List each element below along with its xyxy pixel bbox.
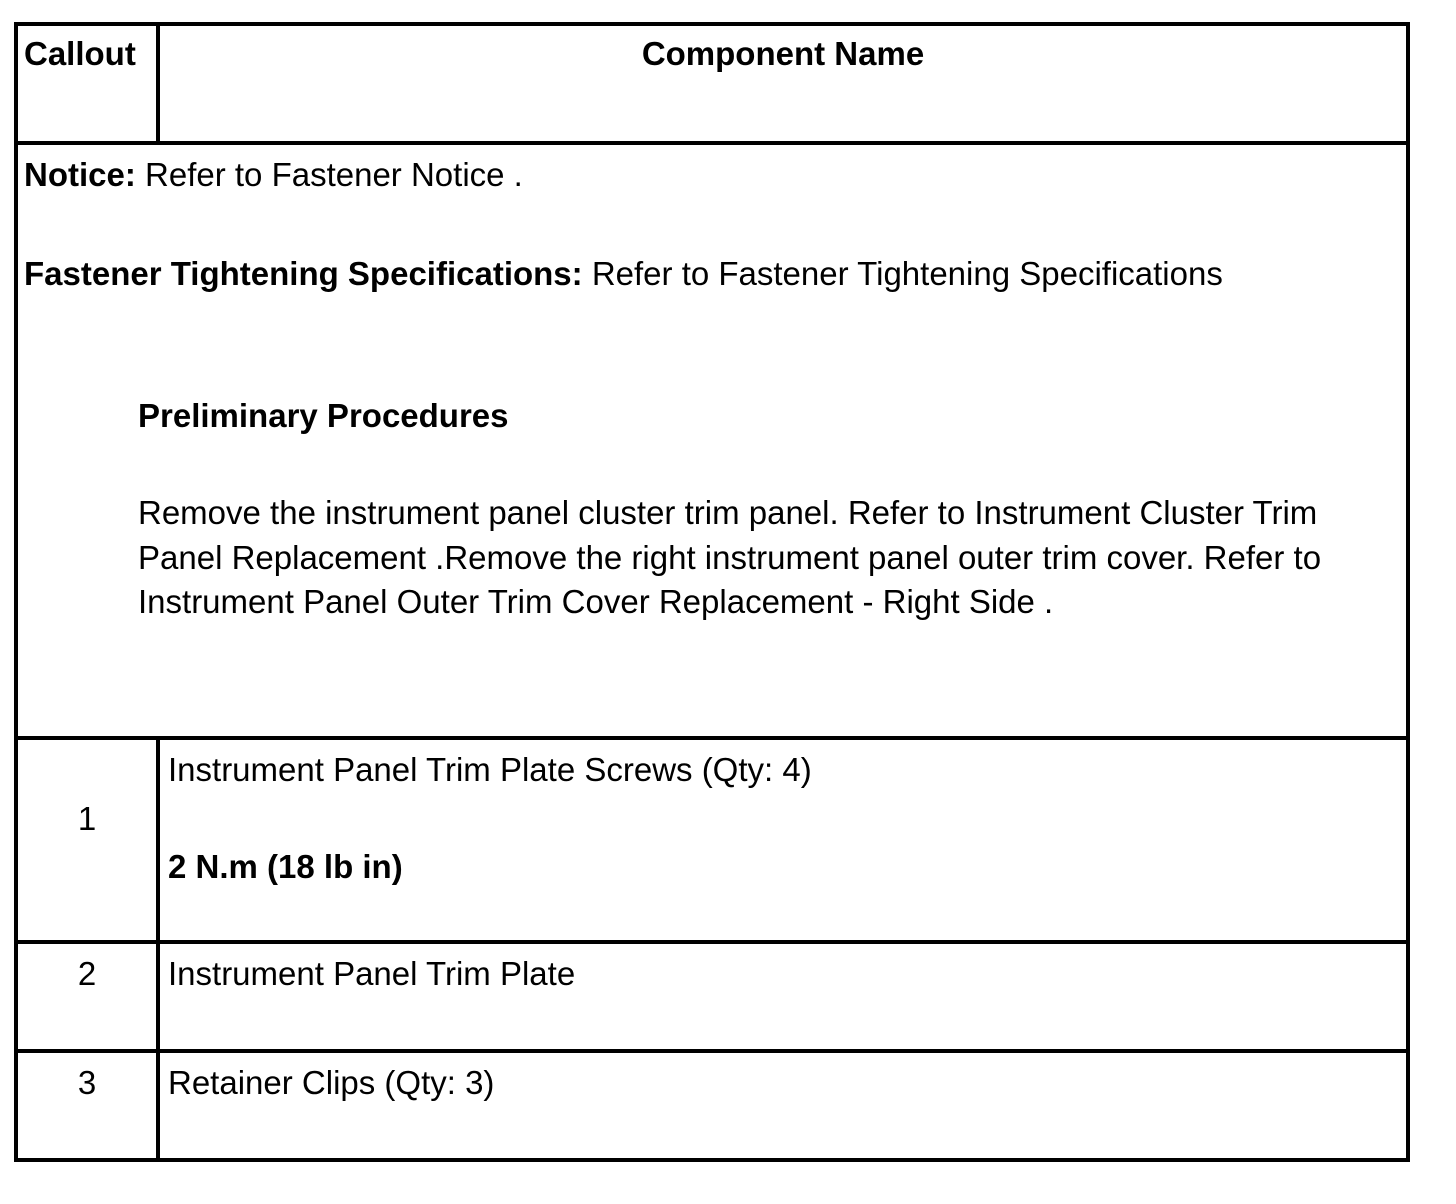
callout-number: 3 [16, 1051, 158, 1160]
component-name: Instrument Panel Trim Plate Screws (Qty: 4) [168, 751, 812, 788]
component-cell [158, 738, 1408, 942]
component-table [14, 22, 1410, 1162]
notice-text: Refer to Fastener Notice . [135, 156, 523, 193]
notice-row [16, 143, 1408, 738]
component-name: Retainer Clips (Qty: 3) [158, 1051, 1408, 1160]
fastener-specs-label: Fastener Tightening Specifications: [24, 254, 583, 292]
callout-column-header: Callout [16, 24, 158, 143]
table-row [16, 1051, 1408, 1160]
notice-cell [16, 143, 1408, 738]
component-name: Instrument Panel Trim Plate [158, 942, 1408, 1051]
fastener-specs-line [24, 252, 1400, 297]
preliminary-procedures-title: Preliminary Procedures [138, 396, 509, 434]
torque-spec: 2 N.m (18 lb in) [168, 847, 403, 885]
table-row [16, 738, 1408, 942]
fastener-specs-text: Refer to Fastener Tightening Specifications [582, 254, 1223, 292]
notice-line [24, 153, 1400, 198]
header-row [16, 24, 1408, 143]
preliminary-procedures-text: Remove the instrument panel cluster trim panel. Refer to Instrument Cluster Trim Panel Replacement .Remove the right instrument panel outer trim cover. Refer to Instrument Panel Outer Trim Cover Replacement - Right Side . [138, 493, 1322, 621]
callout-number: 1 [16, 738, 158, 942]
callout-number: 2 [16, 942, 158, 1051]
component-name-column-header: Component Name [158, 24, 1408, 143]
table-row [16, 942, 1408, 1051]
notice-label: Notice: [24, 156, 136, 193]
